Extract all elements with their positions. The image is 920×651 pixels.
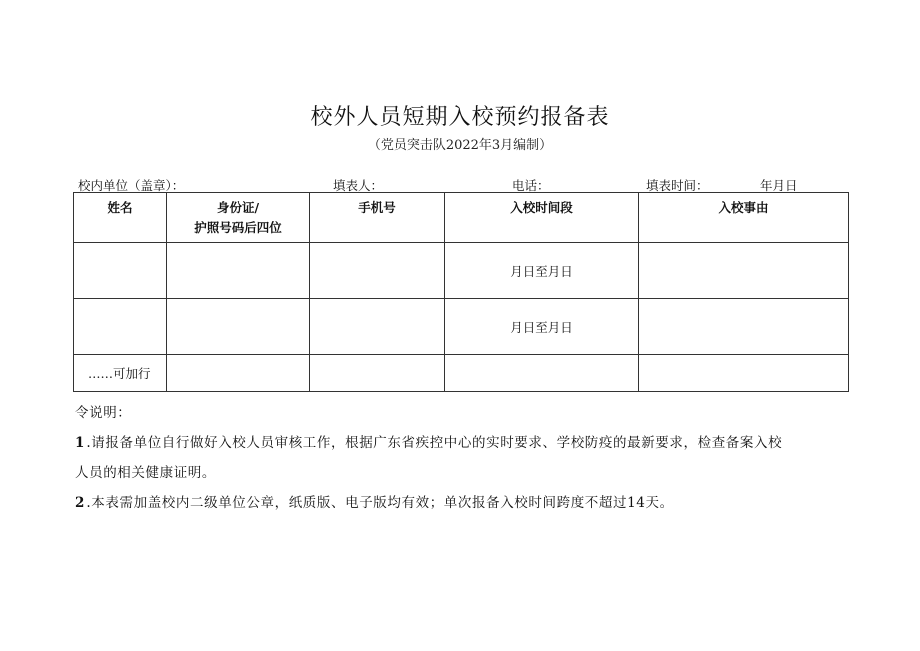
cell-name[interactable] — [74, 243, 167, 299]
table-row — [74, 243, 849, 299]
note-item-1-continuation: 人员的相关健康证明。 — [75, 465, 216, 481]
note-item-1 — [75, 428, 865, 458]
cell-id[interactable] — [167, 355, 310, 392]
notes-heading: 令说明： — [75, 405, 132, 421]
phone-field-label: 电话： — [512, 178, 550, 193]
cell-id[interactable] — [167, 299, 310, 355]
fill-time-field-label: 填表时间： — [646, 178, 709, 193]
cell-reason[interactable] — [639, 243, 849, 299]
reservation-table — [73, 192, 849, 392]
header-id-line2: 护照号码后四位 — [194, 220, 282, 235]
date-field-label: 年月日 — [760, 178, 798, 193]
cell-id[interactable] — [167, 243, 310, 299]
header-period: 入校时间段 — [445, 193, 639, 243]
cell-mobile[interactable] — [310, 243, 445, 299]
cell-mobile[interactable] — [310, 299, 445, 355]
unit-seal-field-label: 校内单位（盖章）： — [78, 178, 185, 193]
table-row — [74, 299, 849, 355]
cell-mobile[interactable] — [310, 355, 445, 392]
cell-period[interactable]: 月日至月日 — [445, 243, 639, 299]
notes-section — [75, 398, 865, 518]
cell-reason[interactable] — [639, 299, 849, 355]
filler-field-label: 填表人： — [333, 178, 384, 193]
form-title: 校外人员短期入校预约报备表 — [310, 105, 610, 130]
cell-name[interactable] — [74, 299, 167, 355]
header-mobile: 手机号 — [310, 193, 445, 243]
header-reason: 入校事由 — [639, 193, 849, 243]
header-id-line1: 身份证/ — [216, 200, 260, 215]
note-item-1-number: 1 — [75, 435, 87, 451]
cell-reason[interactable] — [639, 355, 849, 392]
note-item-2-number: 2 — [75, 495, 87, 511]
table-row-add-more — [74, 355, 849, 392]
cell-period[interactable]: 月日至月日 — [445, 299, 639, 355]
header-id-number — [167, 193, 310, 243]
note-item-2-text: .本表需加盖校内二级单位公章，纸质版、电子版均有效；单次报备入校时间跨度不超过14天。 — [86, 495, 674, 511]
note-item-2 — [75, 488, 865, 518]
form-subtitle: （党员突击队2022年3月编制） — [367, 138, 553, 153]
table-header-row — [74, 193, 849, 243]
add-more-rows-note: ……可加行 — [74, 355, 167, 392]
note-item-1-text: .请报备单位自行做好入校人员审核工作，根据广东省疾控中心的实时要求、学校防疫的最新要求，检查备案入校 — [86, 435, 783, 451]
header-name: 姓名 — [74, 193, 167, 243]
cell-period[interactable] — [445, 355, 639, 392]
